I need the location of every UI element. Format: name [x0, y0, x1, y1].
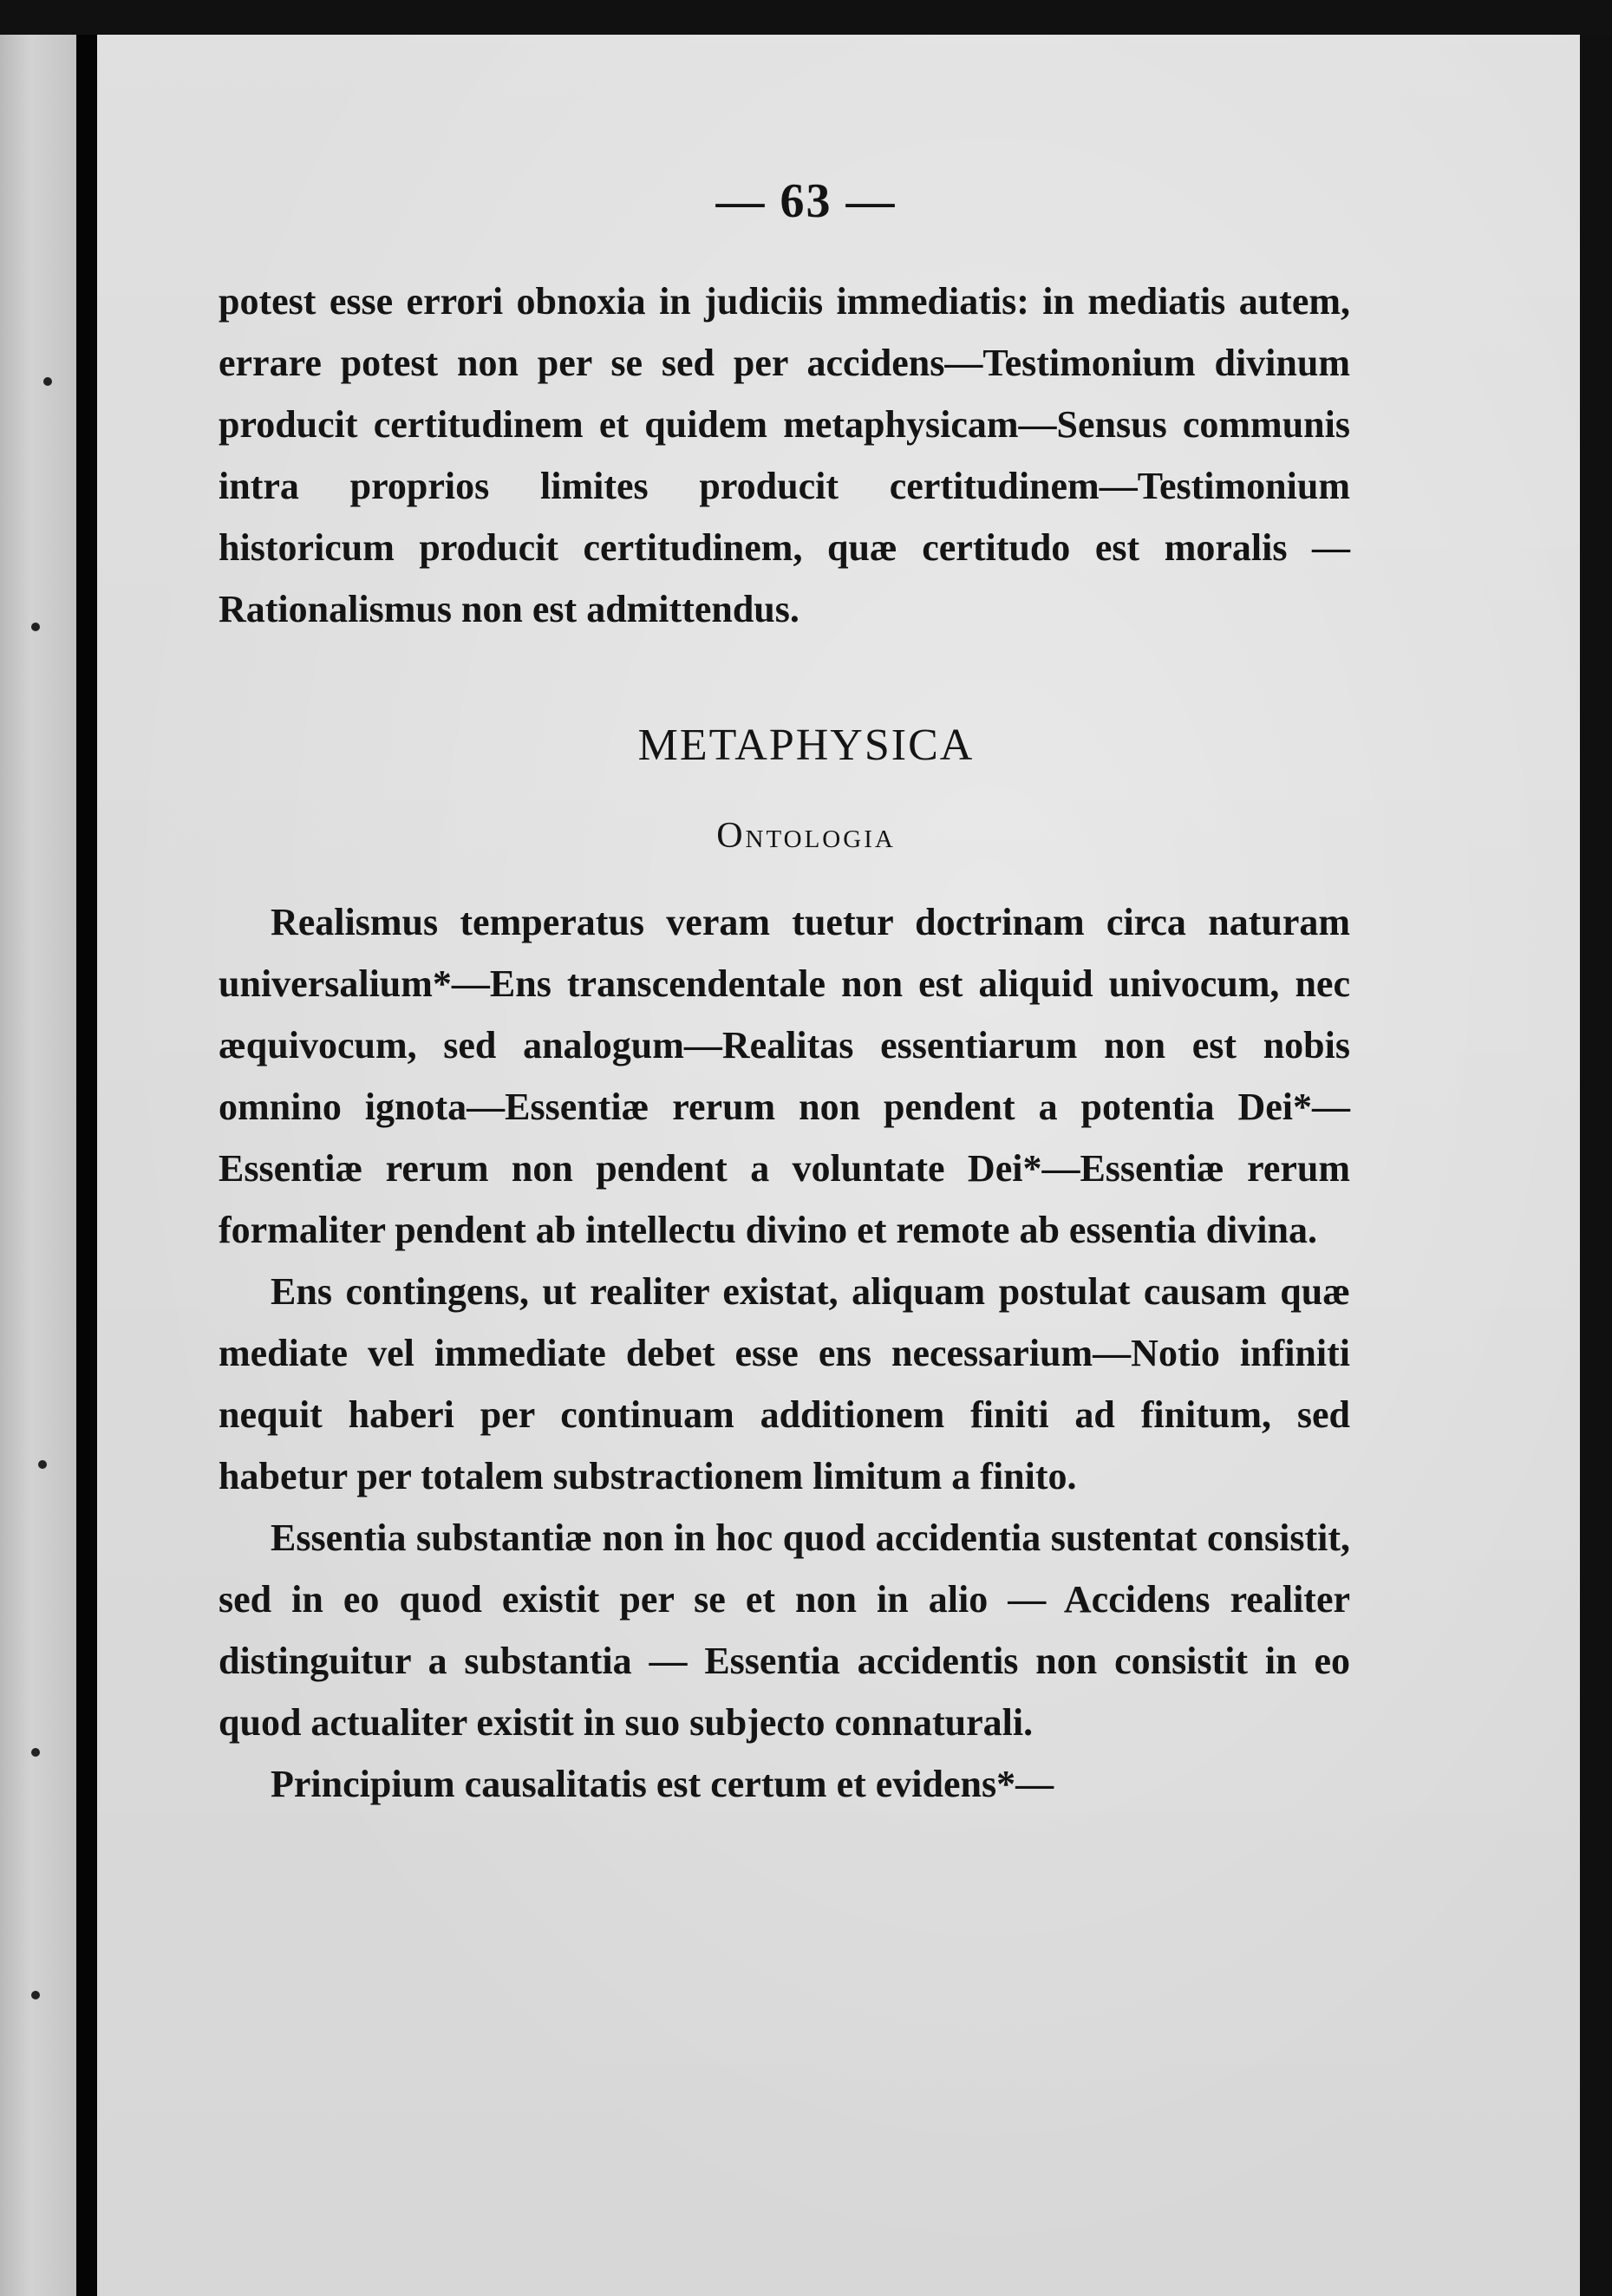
left-margin [0, 35, 76, 2296]
margin-speck [31, 623, 40, 631]
intro-paragraph: potest esse errori obnoxia in judiciis immediatis: in mediatis autem, errare potest non per se sed per accidens—Testimonium divinum producit certitudinem et quidem metaphysicam—Sensus communis intra proprios limites producit certitudinem—Testimonium historicum producit certitudinem, quæ certitudo est moralis —Rationalismus non est admittendus. [219, 280, 1350, 630]
section-title: METAPHYSICA [637, 721, 975, 770]
page-number: — 63 — [715, 174, 897, 228]
margin-speck [31, 1991, 40, 1999]
gutter-bar [76, 35, 97, 2296]
paragraph-causality: Principium causalitatis est certum et evidens*— [271, 1763, 1054, 1805]
paragraph-substance: Essentia substantiæ non in hoc quod accidentia sustentat consistit, sed in eo quod existit per se et non in alio — Accidens realiter distinguitur a substantia — Essentia accidentis non consistit in eo quod actualiter existit in suo subjecto connaturali. [219, 1517, 1350, 1744]
subsection-title: Ontologia [716, 816, 896, 856]
paragraph-realism: Realismus temperatus veram tuetur doctrinam circa naturam universalium*—Ens transcendentale non est aliquid univocum, nec æquivocum, sed analogum—Realitas essentiarum non est nobis omnino ignota—Essentiæ rerum non pendent a potentia Dei*—Essentiæ rerum non pendent a voluntate Dei*—Essentiæ rerum formaliter pendent ab intellectu divino et remote ab essentia divina. [219, 901, 1350, 1251]
margin-speck [31, 1748, 40, 1757]
paragraph-contingent: Ens contingens, ut realiter existat, aliquam postulat causam quæ mediate vel immediate debet esse ens necessarium—Notio infiniti nequit haberi per continuam additionem finiti ad finitum, sed habetur per totalem substractionem limitum a finito. [219, 1270, 1350, 1497]
intro-block [219, 271, 1350, 640]
margin-speck [43, 377, 52, 386]
margin-speck [38, 1460, 47, 1469]
body-block [219, 891, 1350, 1815]
right-edge [1580, 35, 1612, 2296]
